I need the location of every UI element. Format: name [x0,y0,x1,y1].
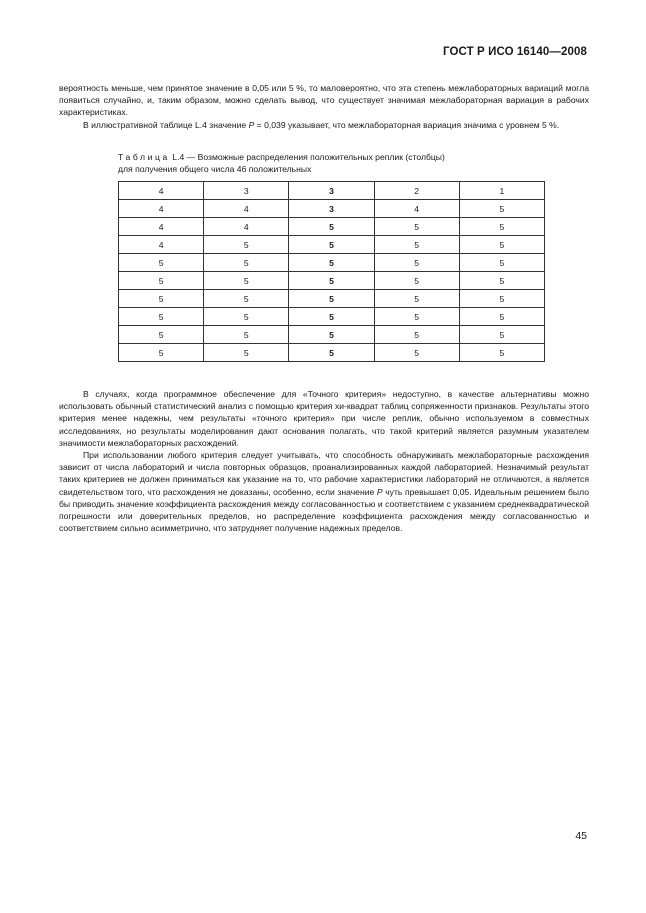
table-caption [118,151,538,175]
table-cell: 5 [459,236,544,254]
table-cell: 5 [374,272,459,290]
table-cell: 4 [204,218,289,236]
table-cell: 5 [289,308,374,326]
table-cell: 5 [289,218,374,236]
table-cell: 5 [374,308,459,326]
table-cell: 5 [374,290,459,308]
table-cell: 5 [374,236,459,254]
table-cell: 5 [459,200,544,218]
table-cell: 4 [119,218,204,236]
distribution-table [118,181,545,362]
table-cell: 5 [204,308,289,326]
table-row [119,218,545,236]
table-cell: 5 [204,344,289,362]
paragraph: вероятность меньше, чем принятое значение в 0,05 или 5 %, то маловероятно, что эта степень межлабораторных вариаций могла появиться случайно, и, таким образом, можно сделать вывод, что существует значимая межлабораторная вариация в рабочих характеристиках. [59,83,589,118]
table-cell: 5 [374,326,459,344]
table-row [119,308,545,326]
table-cell: 5 [459,254,544,272]
table-cell: 5 [459,326,544,344]
table-cell: 5 [204,290,289,308]
paragraph: В случаях, когда программное обеспечение для «Точного критерия» недоступно, в качестве альтернативы можно использовать обычный статистический анализ с помощью критерия хи-квадрат таблиц сопряженности признаков. Результаты этого критерия менее надежны, чем результаты «точного критерия» при числе реплик, обычно используемом в совместных исследованиях, но результаты моделирования дают основания полагать, что такой критерий является разумным указателем значимости межлабораторных расхождений. [59,389,589,448]
table-cell: 5 [204,326,289,344]
table-cell: 5 [204,236,289,254]
table-cell: 4 [119,236,204,254]
table-row [119,200,545,218]
table-cell: 5 [459,272,544,290]
table-cell: 4 [374,200,459,218]
table-cell: 5 [459,218,544,236]
text-block-top [59,82,589,131]
table-row [119,344,545,362]
table-cell: 5 [289,344,374,362]
table-cell: 5 [119,326,204,344]
table-row [119,326,545,344]
table-cell: 5 [459,290,544,308]
paragraph-text: В иллюстративной таблице L.4 значение [83,119,249,130]
table-row [119,272,545,290]
caption-label: Таблица [118,152,170,162]
paragraph [59,119,589,131]
table-cell: 5 [119,272,204,290]
table-cell: 5 [204,272,289,290]
table-cell: 5 [289,290,374,308]
text-block-bottom [59,388,589,534]
table-cell: 5 [459,308,544,326]
table-cell: 4 [119,200,204,218]
table-cell: 2 [374,182,459,200]
table-cell: 4 [119,182,204,200]
table-cell: 5 [374,254,459,272]
table-cell: 5 [374,218,459,236]
table-cell: 5 [289,326,374,344]
table-row [119,182,545,200]
table-row [119,236,545,254]
caption-title: L.4 — Возможные распределения положительных реплик (столбцы) [169,152,445,162]
table-row [119,290,545,308]
caption-line [118,151,538,163]
table-cell: 5 [119,344,204,362]
table-cell: 5 [459,344,544,362]
paragraph-text: чуть превышает 0,05. Идеальным решением было бы приводить значение коэффициента расхождения между согласованностью и соответствием с указанием среднеквадратической погрешности или доверительных пределов, но распределение коэффициента расхождения между согласованностью и соответствием сильно асимметрично, что затрудняет получение надежных пределов. [59,486,589,534]
table-cell: 5 [119,308,204,326]
table-cell: 5 [119,290,204,308]
paragraph [59,449,589,534]
page-number: 45 [575,830,587,842]
paragraph-text: = 0,039 указывает, что межлабораторная вариация значима с уровнем 5 %. [254,119,560,130]
table-cell: 4 [204,200,289,218]
caption-line-2: для получения общего числа 46 положительных [118,164,312,175]
document-header: ГОСТ Р ИСО 16140—2008 [442,46,587,58]
table-cell: 5 [289,272,374,290]
table-cell: 5 [204,254,289,272]
variable-p: P [376,486,383,497]
table-row [119,254,545,272]
table-cell: 1 [459,182,544,200]
table-cell: 3 [289,182,374,200]
paragraph-text: При использовании любого критерия следует учитывать, что способность обнаруживать межлабораторные расхождения зависит от числа лабораторий и числа повторных образцов, проанализированных каждой лабораторией. Незначимый результат таких критериев не должен приниматься как указание на то, что рабочие характеристики лабораторий не отличаются, а является свидетельством того, что расхождения не доказаны, особенно, если значение [59,450,589,497]
table-cell: 3 [289,200,374,218]
table-cell: 3 [204,182,289,200]
table-cell: 5 [289,254,374,272]
table-cell: 5 [119,254,204,272]
table-cell: 5 [289,236,374,254]
variable-p: P [248,119,255,130]
table-cell: 5 [374,344,459,362]
